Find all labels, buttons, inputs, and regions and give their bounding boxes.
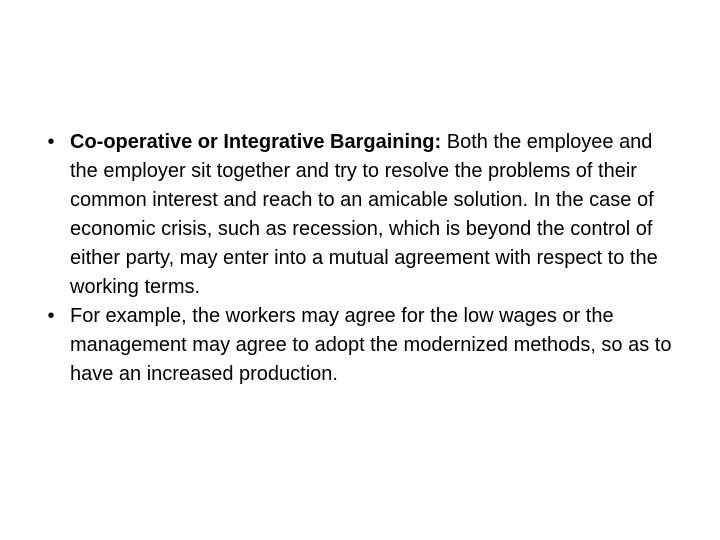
bullet-list [44, 128, 684, 389]
bullet-dot-icon: • [47, 305, 55, 327]
bullet-dot-icon: • [47, 131, 55, 153]
bullet-text: For example, the workers may agree for the low wages or the management may agree to adopt the modernized methods, so as to have an increased production. [70, 305, 672, 385]
bullet-item-example [44, 302, 684, 389]
bullet-item-bargaining [44, 128, 684, 302]
bullet-term: Co-operative or Integrative Bargaining: [70, 131, 442, 153]
bullet-text: Both the employee and the employer sit together and try to resolve the problems of their common interest and reach to an amicable solution. In the case of economic crisis, such as recession, which is beyond the control of either party, may enter into a mutual agreement with respect to the working terms. [70, 131, 658, 298]
